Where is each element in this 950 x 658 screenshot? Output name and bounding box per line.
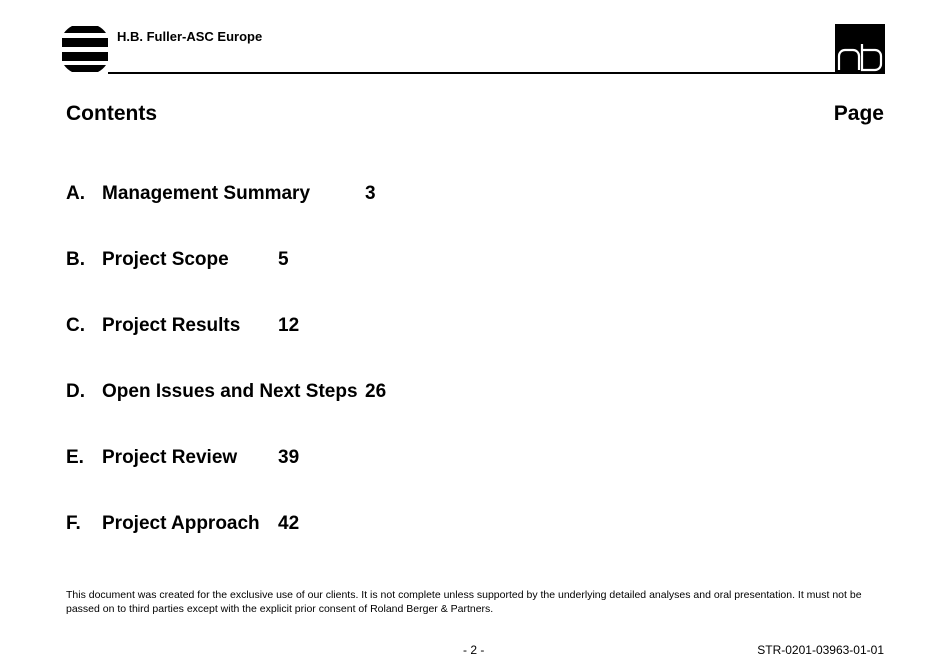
- toc-page-number: 42: [278, 513, 300, 534]
- confidentiality-disclaimer: This document was created for the exclusive use of our clients. It is not complete unless supported by the underlying detailed analyses and oral presentation. It must not be passed on to third parties except with the explicit prior consent of Roland Berger & Partners.: [66, 589, 862, 615]
- toc-letter: C.: [66, 315, 85, 336]
- hb-fuller-logo: [62, 25, 108, 73]
- toc-letter: F.: [66, 513, 81, 534]
- toc-letter: E.: [66, 447, 84, 468]
- toc-label: Management Summary: [102, 183, 311, 204]
- footer-document-reference: STR-0201-03963-01-01: [757, 643, 884, 657]
- toc-page-number: 3: [365, 183, 376, 204]
- toc-label: Open Issues and Next Steps: [102, 381, 358, 402]
- toc-letter: A.: [66, 183, 85, 204]
- toc-label: Project Results: [102, 315, 241, 336]
- toc-page-number: 12: [278, 315, 300, 336]
- roland-berger-logo: [835, 24, 885, 74]
- toc-page-number: 26: [365, 381, 387, 402]
- header-divider: [108, 72, 836, 74]
- toc-page-number: 5: [278, 249, 289, 270]
- contents-heading: Contents: [66, 102, 157, 125]
- footer-page-number: - 2 -: [463, 643, 485, 657]
- toc-label: Project Scope: [102, 249, 229, 270]
- toc-page-number: 39: [278, 447, 300, 468]
- company-name: H.B. Fuller-ASC Europe: [117, 29, 263, 44]
- toc-label: Project Approach: [102, 513, 260, 534]
- page-column-heading: Page: [833, 102, 884, 125]
- toc-letter: B.: [66, 249, 85, 270]
- toc-label: Project Review: [102, 447, 238, 468]
- toc-letter: D.: [66, 381, 85, 402]
